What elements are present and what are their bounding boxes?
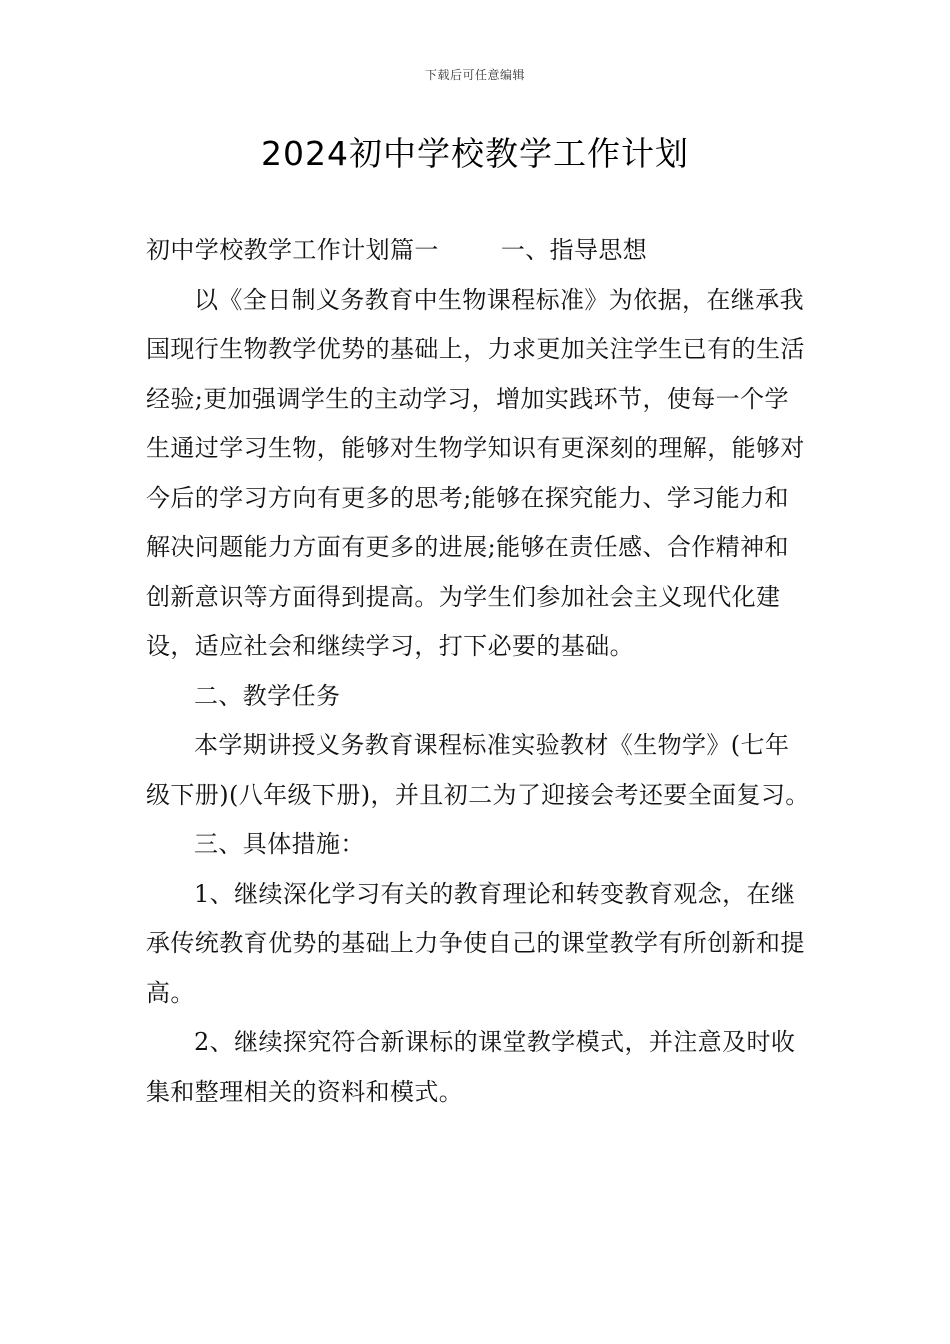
document-title: 2024初中学校教学工作计划 bbox=[261, 134, 689, 173]
paragraph-measure-1: 1、继续深化学习有关的教育理论和转变教育观念，在继承传统教育优势的基础上力争使自己的课堂教学有所创新和提高。 bbox=[146, 879, 805, 1007]
document-body bbox=[146, 226, 810, 1117]
paragraph-teaching-tasks: 本学期讲授义务教育课程标准实验教材《生物学》(七年级下册)(八年级下册)，并且初二为了迎接会考还要全面复习。 bbox=[146, 731, 810, 809]
intro-line bbox=[146, 226, 810, 276]
heading-guiding-thought: 一、指导思想 bbox=[500, 236, 648, 264]
paragraph-measure-2: 2、继续探究符合新课标的课堂教学模式，并注意及时收集和整理相关的资料和模式。 bbox=[146, 1028, 796, 1106]
section-name: 初中学校教学工作计划篇一 bbox=[146, 236, 439, 264]
paragraph-guiding-thought: 以《全日制义务教育中生物课程标准》为依据，在继承我国现行生物教学优势的基础上，力求更加关注学生已有的生活经验;更加强调学生的主动学习，增加实践环节，使每一个学生通过学习生物，能够对生物学知识有更深刻的理解，能够对今后的学习方向有更多的思考;能够在探究能力、学习能力和解决问题能力方面有更多的进展;能够在责任感、合作精神和创新意识等方面得到提高。为学生们参加社会主义现代化建设，适应社会和继续学习，打下必要的基础。 bbox=[146, 285, 805, 660]
heading-teaching-tasks: 二、教学任务 bbox=[194, 681, 341, 710]
heading-measures: 三、具体措施： bbox=[194, 830, 365, 858]
header-note: 下载后可任意编辑 bbox=[424, 68, 525, 82]
